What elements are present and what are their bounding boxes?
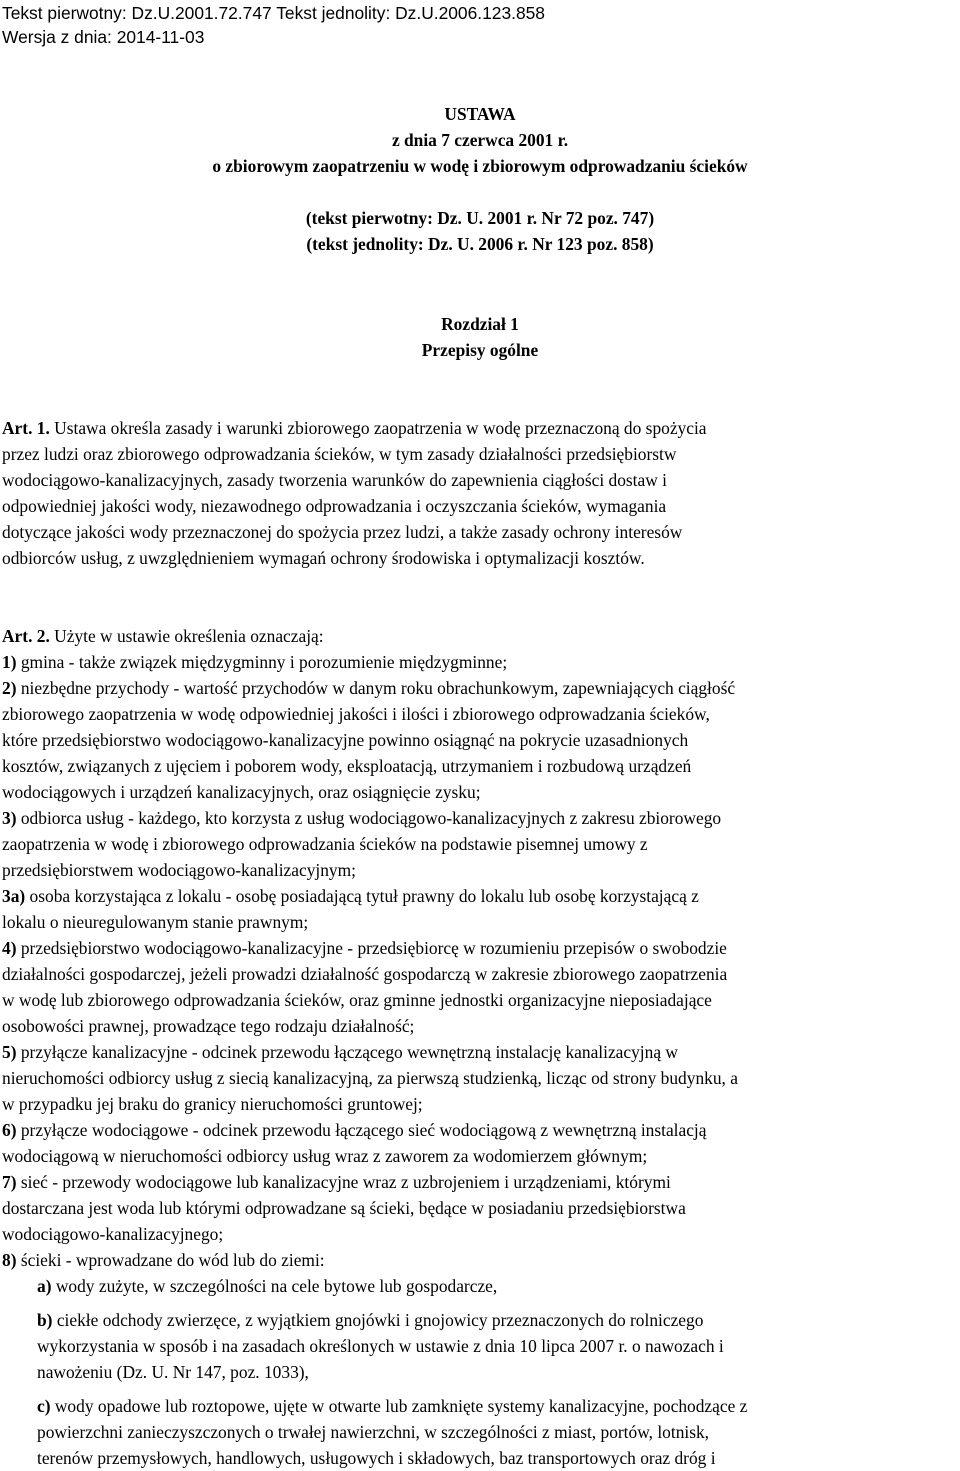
definition-text: wodociągowych i urządzeń kanalizacyjnych, oraz osiągnięcie zysku; [2,782,481,802]
definition-number: 6) [2,1120,17,1140]
definition-item [2,1169,958,1247]
original-text-source: (tekst pierwotny: Dz. U. 2001 r. Nr 72 poz. 747) [305,208,655,228]
act-title-block [0,101,960,179]
subitem-text: powierzchni zanieczyszczonych o trwałej nawierzchni, w szczególności z miast, portów, lotnisk, [37,1422,710,1442]
definition-text: które przedsiębiorstwo wodociągowo-kanalizacyjne powinno osiągnąć na pokrycie uzasadnionych [2,730,689,750]
definition-text: lokalu o nieuregulowanym stanie prawnym; [2,912,309,932]
definition-text: dostarczana jest woda lub którymi odprowadzane są ścieki, będące w posiadaniu przedsiębiorstwa [2,1198,686,1218]
subitem-letter: a) [37,1276,52,1296]
definition-number: 2) [2,678,17,698]
article-1-line: wodociągowo-kanalizacyjnych, zasady tworzenia warunków do zapewnienia ciągłości dostaw i [2,470,667,490]
subitem-text: wody opadowe lub roztopowe, ujęte w otwarte lub zamknięte systemy kanalizacyjne, pochodzące z [54,1396,748,1416]
version-date-line: Wersja z dnia: 2014-11-03 [2,27,205,47]
sewage-subitem-list [2,1273,958,1471]
chapter-number: Rozdział 1 [441,314,519,334]
subitem-text: wykorzystania w sposób i na zasadach określonych w ustawie z dnia 10 lipca 2007 r. o nawozach i [37,1336,724,1356]
article-1-line: przez ludzi oraz zbiorowego odprowadzania ścieków, w tym zasady działalności przedsiębiorstw [2,444,677,464]
article-2-label: Art. 2. [2,626,50,646]
subitem-text: ciekłe odchody zwierzęce, z wyjątkiem gnojówki i gnojowicy przeznaczonych do rolniczego [56,1310,704,1330]
definition-text: nieruchomości odbiorcy usług z siecią kanalizacyjną, za pierwszą studzienką, licząc od strony budynku, a [2,1068,738,1088]
definition-text: przyłącze wodociągowe - odcinek przewodu łączącego sieć wodociągową z wewnętrzną instalacją [20,1120,707,1140]
subitem-letter: c) [37,1396,51,1416]
definition-text: gmina - także związek międzygminny i porozumienie międzygminne; [20,652,508,672]
article-1-line: Ustawa określa zasady i warunki zbiorowego zaopatrzenia w wodę przeznaczoną do spożycia [54,418,707,438]
definition-text: zbiorowego zaopatrzenia w wodę odpowiedniej jakości i ilości i zbiorowego odprowadzania ścieków, [2,704,710,724]
definition-number: 3a) [2,886,26,906]
definition-number: 3) [2,808,17,828]
publication-sources [0,205,960,257]
definition-item [2,1247,958,1273]
source-reference-line: Tekst pierwotny: Dz.U.2001.72.747 Tekst jednolity: Dz.U.2006.123.858 [2,3,545,23]
definition-text: osobowości prawnej, prowadzące tego rodzaju działalność; [2,1016,415,1036]
definition-text: sieć - przewody wodociągowe lub kanalizacyjne wraz z uzbrojeniem i urządzeniami, którymi [20,1172,671,1192]
sewage-subitem [37,1307,958,1385]
definition-item [2,935,958,1039]
definition-text: w wodę lub zbiorowego odprowadzania ścieków, oraz gminne jednostki organizacyjne nieposiadające [2,990,712,1010]
act-type: USTAWA [444,104,516,124]
definition-item [2,805,958,883]
definition-text: w przypadku jej braku do granicy nieruchomości gruntowej; [2,1094,423,1114]
document-metadata [2,1,545,49]
definition-text: wodociągowo-kanalizacyjnego; [2,1224,224,1244]
article-1-label: Art. 1. [2,418,50,438]
subitem-text: terenów przemysłowych, handlowych, usługowych i składowych, baz transportowych oraz dróg i [37,1448,716,1468]
act-date: z dnia 7 czerwca 2001 r. [391,130,569,150]
subitem-text: nawożeniu (Dz. U. Nr 147, poz. 1033), [37,1362,309,1382]
definition-text: działalności gospodarczej, jeżeli prowadzi działalność gospodarczą w zakresie zbiorowego zaopatrzenia [2,964,728,984]
definition-text: odbiorca usług - każdego, kto korzysta z usług wodociągowo-kanalizacyjnych z zakresu zbiorowego [20,808,722,828]
article-2 [2,623,958,1471]
definition-item [2,1117,958,1169]
definition-text: ścieki - wprowadzane do wód lub do ziemi: [20,1250,325,1270]
act-subject: o zbiorowym zaopatrzeniu w wodę i zbiorowym odprowadzaniu ścieków [212,156,748,176]
definition-text: wodociągową w nieruchomości odbiorcy usług wraz z zaworem za wodomierzem głównym; [2,1146,648,1166]
article-1-line: odbiorców usług, z uwzględnieniem wymagań ochrony środowiska i optymalizacji kosztów. [2,548,645,568]
definition-text: kosztów, związanych z ujęciem i poborem wody, eksploatacją, utrzymaniem i rozbudową urządzeń [2,756,692,776]
definition-item [2,675,958,805]
definition-item [2,883,958,935]
definition-number: 8) [2,1250,17,1270]
definition-text: zaopatrzenia w wodę i zbiorowego odprowadzania ścieków na podstawie pisemnej umowy z [2,834,648,854]
definition-text: przyłącze kanalizacyjne - odcinek przewodu łączącego wewnętrzną instalację kanalizacyjną w [20,1042,678,1062]
definition-text: przedsiębiorstwem wodociągowo-kanalizacyjnym; [2,860,356,880]
article-1-line: dotyczące jakości wody przeznaczonej do spożycia przez ludzi, a także zasady ochrony interesów [2,522,683,542]
definition-text: osoba korzystająca z lokalu - osobę posiadającą tytuł prawny do lokalu lub osobę korzystającą z [29,886,699,906]
chapter-heading [0,311,960,363]
sewage-subitem [37,1273,958,1299]
definition-number: 4) [2,938,17,958]
definition-list [2,649,958,1273]
sewage-subitem [37,1393,958,1471]
consolidated-text-source: (tekst jednolity: Dz. U. 2006 r. Nr 123 poz. 858) [306,234,654,254]
article-2-intro: Użyte w ustawie określenia oznaczają: [54,626,324,646]
article-1-line: odpowiedniej jakości wody, niezawodnego odprowadzania i oczyszczania ścieków, wymagania [2,496,667,516]
definition-text: przedsiębiorstwo wodociągowo-kanalizacyjne - przedsiębiorcę w rozumieniu przepisów o swobodzie [20,938,727,958]
definition-item [2,1039,958,1117]
definition-number: 5) [2,1042,17,1062]
definition-number: 1) [2,652,17,672]
definition-item [2,649,958,675]
definition-text: niezbędne przychody - wartość przychodów w danym roku obrachunkowym, zapewniających ciągłość [20,678,736,698]
subitem-text: wody zużyte, w szczególności na cele bytowe lub gospodarcze, [55,1276,498,1296]
chapter-title: Przepisy ogólne [421,340,539,360]
definition-number: 7) [2,1172,17,1192]
article-1 [2,415,958,571]
subitem-letter: b) [37,1310,53,1330]
